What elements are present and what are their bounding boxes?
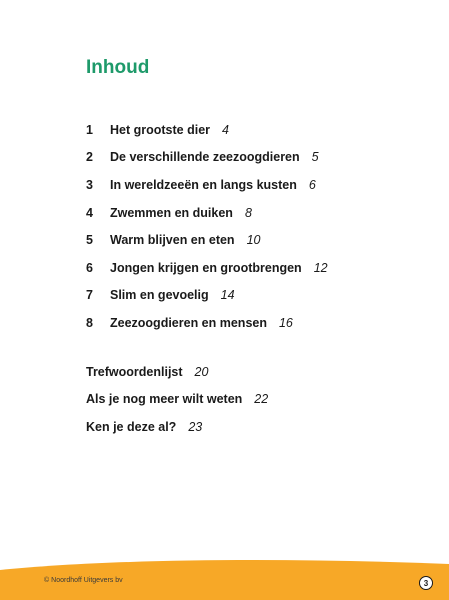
page-number-badge: 3 — [419, 576, 433, 590]
copyright-text: Noordhoff Uitgevers bv — [51, 577, 123, 584]
toc-extra-trefwoordenlijst[interactable] — [86, 358, 268, 386]
chapter-title: Zeezoogdieren en mensen — [110, 315, 267, 330]
toc-chapter-3[interactable] — [86, 171, 328, 199]
extra-page: 22 — [254, 392, 269, 407]
toc-chapter-8[interactable] — [86, 309, 328, 337]
extra-page: 20 — [194, 364, 209, 379]
copyright-notice — [44, 577, 123, 584]
chapter-number: 4 — [86, 205, 93, 220]
chapter-title: Zwemmen en duiken — [110, 205, 233, 220]
chapter-title: Warm blijven en eten — [110, 233, 235, 248]
chapter-title: In wereldzeeën en langs kusten — [110, 177, 297, 192]
page-title: Inhoud — [86, 57, 150, 78]
chapter-number: 8 — [86, 315, 93, 330]
toc-extra-ken-je-deze[interactable] — [86, 413, 268, 441]
extra-page: 23 — [188, 419, 203, 434]
extra-title: Trefwoordenlijst — [86, 364, 183, 379]
chapter-page: 8 — [244, 205, 252, 220]
chapter-page: 4 — [222, 122, 229, 137]
chapter-number: 7 — [86, 288, 93, 303]
toc-chapter-2[interactable] — [86, 144, 328, 172]
toc-extra-meer-weten[interactable] — [86, 386, 268, 414]
toc-chapter-5[interactable] — [86, 226, 328, 254]
toc-chapter-1[interactable] — [86, 116, 328, 144]
chapter-number: 5 — [86, 233, 93, 248]
chapter-page: 16 — [278, 315, 293, 330]
chapter-number: 3 — [86, 177, 93, 192]
chapter-number: 2 — [86, 150, 93, 165]
toc-chapter-6[interactable] — [86, 254, 328, 282]
chapter-page: 10 — [246, 233, 261, 248]
toc-chapter-4[interactable] — [86, 199, 328, 227]
chapter-page: 12 — [313, 260, 328, 275]
chapter-number: 6 — [86, 260, 93, 275]
toc-chapter-7[interactable] — [86, 282, 328, 310]
copyright-icon: © — [44, 577, 50, 584]
chapter-page: 14 — [220, 288, 235, 303]
chapter-page: 6 — [308, 177, 316, 192]
chapter-number: 1 — [86, 122, 93, 137]
chapter-title: Jongen krijgen en grootbrengen — [110, 260, 302, 275]
table-of-contents — [86, 116, 328, 337]
chapter-title: Het grootste dier — [110, 122, 211, 137]
chapter-title: De verschillende zeezoogdieren — [110, 150, 300, 165]
extra-title: Ken je deze al? — [86, 419, 177, 434]
chapter-page: 5 — [311, 150, 319, 165]
chapter-title: Slim en gevoelig — [110, 288, 209, 303]
appendix-list — [86, 358, 268, 441]
extra-title: Als je nog meer wilt weten — [86, 392, 243, 407]
